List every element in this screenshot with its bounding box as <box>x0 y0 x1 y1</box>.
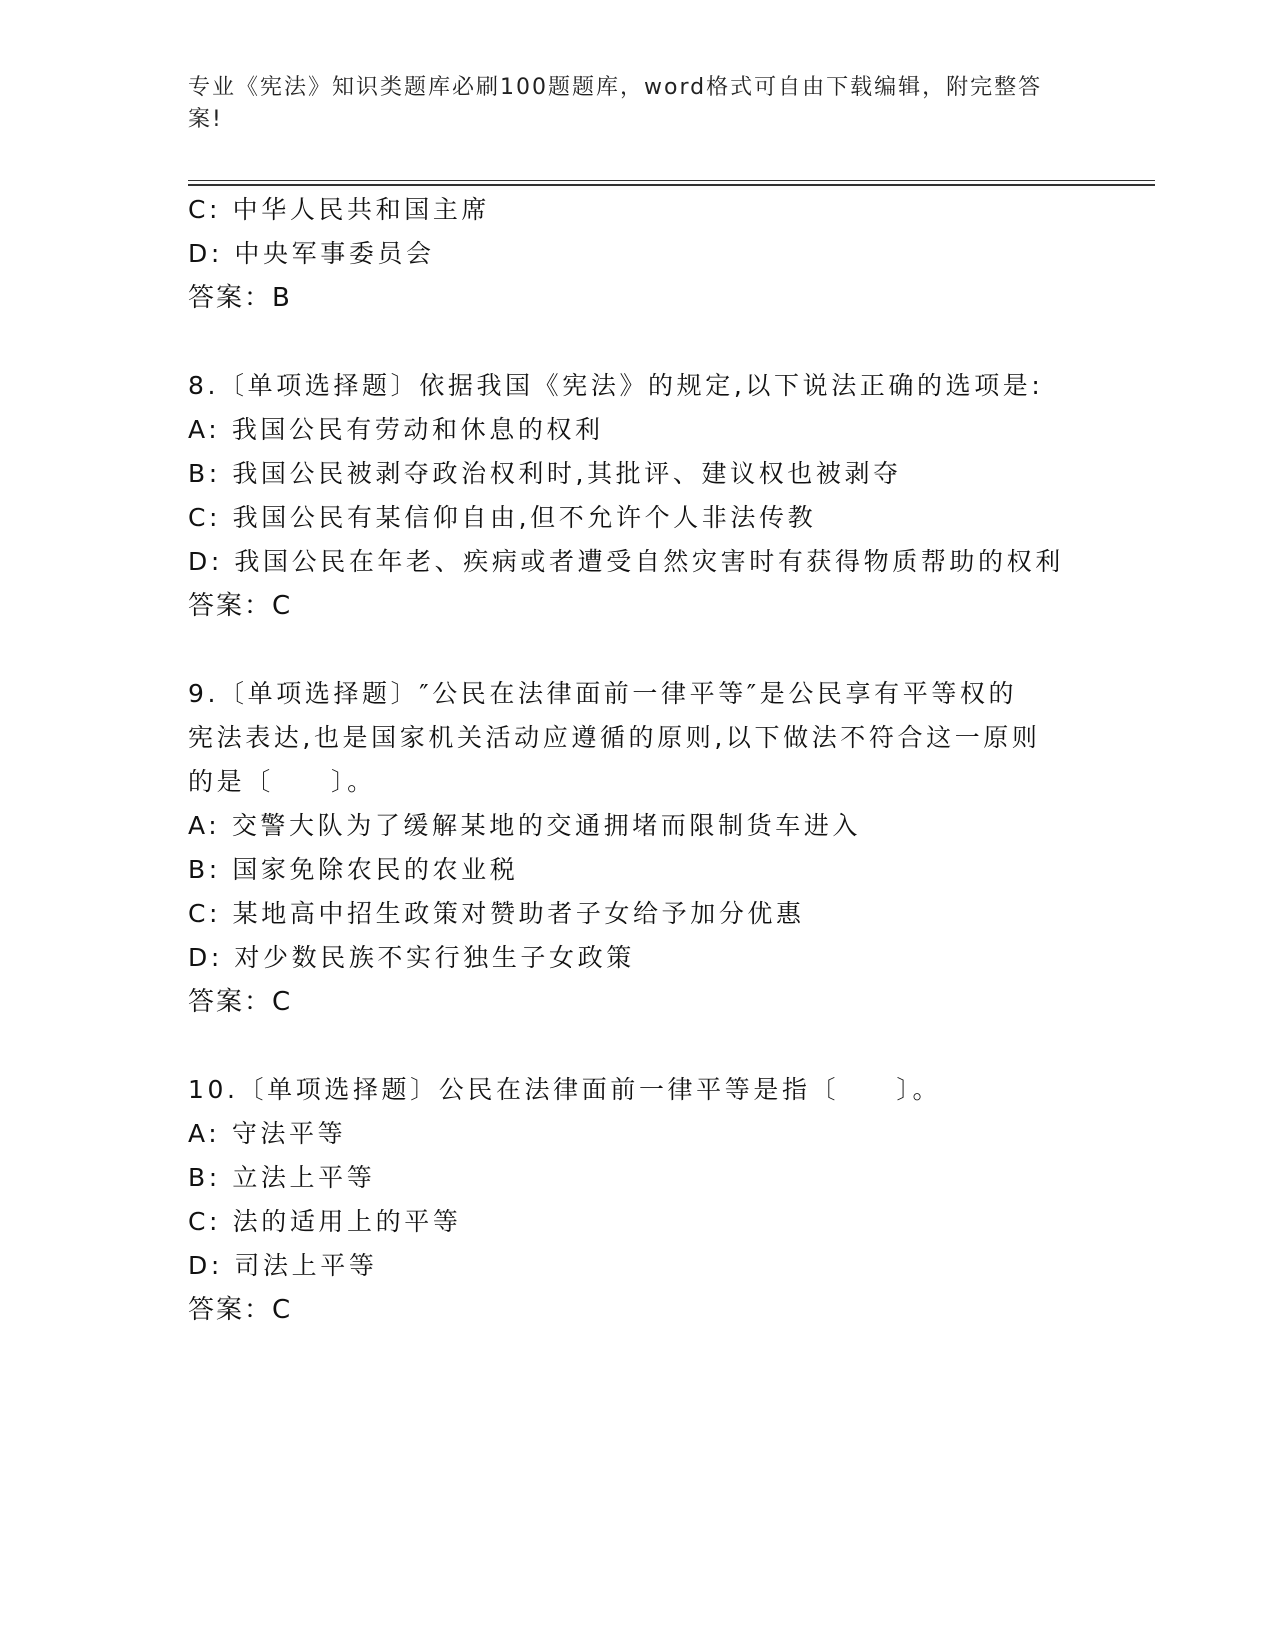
q7-option-d: D: 中央军事委员会 <box>188 239 435 268</box>
header-rule-thick <box>188 184 1155 186</box>
q8-option-b: B: 我国公民被剥夺政治权利时,其批评、建议权也被剥夺 <box>188 459 902 488</box>
q10-option-c: C: 法的适用上的平等 <box>188 1207 462 1236</box>
q8-answer: 答案：C <box>188 591 293 621</box>
q9-question-line2: 宪法表达,也是国家机关活动应遵循的原则,以下做法不符合这一原则 <box>188 723 1041 752</box>
q9-option-c: C: 某地高中招生政策对赞助者子女给予加分优惠 <box>188 899 805 928</box>
q10-question: 10.〔单项选择题〕公民在法律面前一律平等是指〔 〕。 <box>188 1075 942 1104</box>
q9-option-d: D: 对少数民族不实行独生子女政策 <box>188 943 635 972</box>
q8-option-a: A: 我国公民有劳动和休息的权利 <box>188 415 604 444</box>
q8-option-c: C: 我国公民有某信仰自由,但不允许个人非法传教 <box>188 503 817 532</box>
q9-option-b: B: 国家免除农民的农业税 <box>188 855 519 884</box>
q9-question-line1: 9.〔单项选择题〕″公民在法律面前一律平等″是公民享有平等权的 <box>188 679 1018 708</box>
q8-option-d: D: 我国公民在年老、疾病或者遭受自然灾害时有获得物质帮助的权利 <box>188 547 1064 576</box>
header-rule-thin <box>188 180 1155 181</box>
q9-question-line3: 的是〔 〕。 <box>188 767 376 796</box>
q10-option-b: B: 立法上平等 <box>188 1163 376 1192</box>
q10-answer: 答案：C <box>188 1295 293 1325</box>
q7-answer: 答案：B <box>188 283 292 313</box>
q8-question: 8.〔单项选择题〕依据我国《宪法》的规定,以下说法正确的选项是: <box>188 371 1044 400</box>
q10-option-a: A: 守法平等 <box>188 1119 347 1148</box>
q10-option-d: D: 司法上平等 <box>188 1251 378 1280</box>
q7-option-c: C: 中华人民共和国主席 <box>188 195 491 224</box>
document-header: 专业《宪法》知识类题库必刷100题题库，word格式可自由下载编辑，附完整答案! <box>188 75 1043 132</box>
q9-option-a: A: 交警大队为了缓解某地的交通拥堵而限制货车进入 <box>188 811 862 840</box>
q9-answer: 答案：C <box>188 987 293 1017</box>
